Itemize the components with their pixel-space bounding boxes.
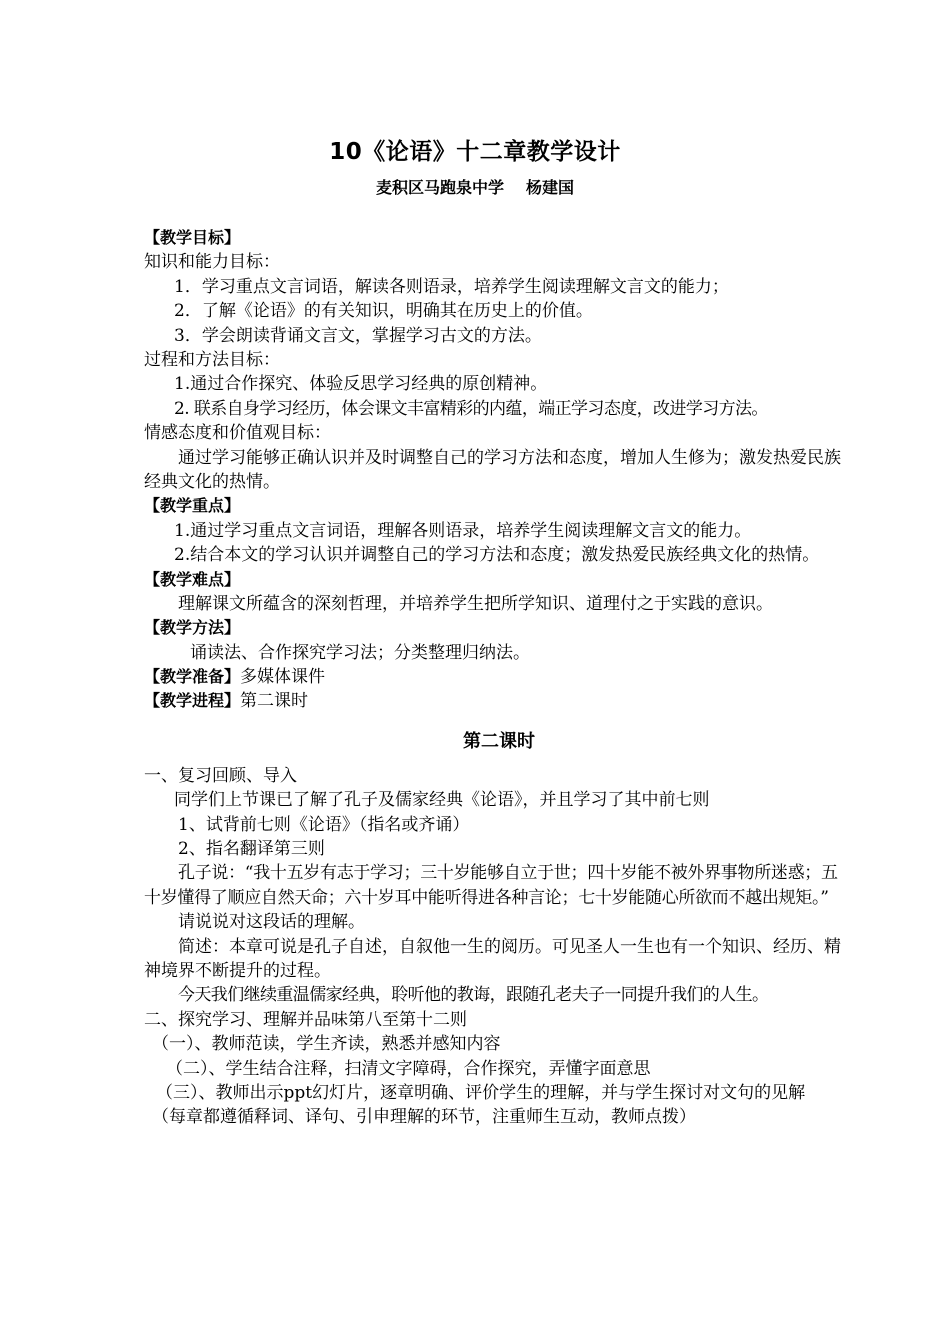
preparation-heading: 【教学准备】 bbox=[144, 667, 241, 687]
difficulty-heading: 【教学难点】 bbox=[144, 569, 241, 589]
preparation-text: 多媒体课件 bbox=[240, 667, 326, 688]
part1-title: 一、复习回顾、导入 bbox=[144, 765, 297, 786]
document-title: 10《论语》十二章教学设计 bbox=[329, 139, 621, 165]
school-name: 麦积区马跑泉中学 bbox=[375, 178, 504, 197]
key-points-heading: 【教学重点】 bbox=[144, 496, 241, 516]
note-text: （每章都遵循释词、译句、引申理解的环节，注重师生互动，教师点拨） bbox=[152, 1107, 696, 1128]
process-label: 过程和方法目标： bbox=[144, 349, 280, 370]
today-text: 今天我们继续重温儒家经典，聆听他的教诲，跟随孔老夫子一同提升我们的人生。 bbox=[178, 985, 769, 1006]
goals-heading: 【教学目标】 bbox=[144, 228, 241, 247]
sub-step-3: （三）、教师出示ppt幻灯片，逐章明确、评价学生的理解，并与学生探讨对文句的见解 bbox=[156, 1083, 806, 1103]
intro-text: 同学们上节课已了解了孔子及儒家经典《论语》，并且学习了其中前七则 bbox=[174, 790, 710, 811]
method-text: 诵读法、合作探究学习法；分类整理归纳法。 bbox=[190, 642, 530, 663]
knowledge-item: 2．了解《论语》的有关知识，明确其在历史上的价值。 bbox=[174, 301, 593, 322]
part2-title: 二、探究学习、理解并品味第八至第十二则 bbox=[144, 1009, 467, 1030]
key-point-item: 1.通过学习重点文言词语，理解各则语录，培养学生阅读理解文言文的能力。 bbox=[174, 520, 752, 541]
sub-step-1: （一）、教师范读，学生齐读，熟悉并感知内容 bbox=[152, 1034, 501, 1055]
sub-step-2: （二）、学生结合注释，扫清文字障碍，合作探究，弄懂字面意思 bbox=[166, 1058, 651, 1079]
step-2: 2、指名翻译第三则 bbox=[178, 839, 325, 860]
knowledge-label: 知识和能力目标： bbox=[144, 252, 280, 273]
knowledge-item: 3．学会朗读背诵文言文，掌握学习古文的方法。 bbox=[174, 325, 542, 346]
lesson-title: 第二课时 bbox=[463, 730, 535, 752]
author-name: 杨建国 bbox=[526, 178, 575, 197]
preparation-row bbox=[144, 665, 854, 689]
summary-text: 简述：本章可说是孔子自述，自叙他一生的阅历。可见圣人一生也有一个知识、经历、精神境界不断提升的过程。 bbox=[144, 936, 841, 982]
difficulty-text: 理解课文所蕴含的深刻哲理，并培养学生把所学知识、道理付之于实践的意识。 bbox=[178, 593, 773, 614]
process-item: 2. 联系自身学习经历，体会课文丰富精彩的内蕴，端正学习态度，改进学习方法。 bbox=[174, 398, 768, 419]
emotion-text: 通过学习能够正确认识并及时调整自己的学习方法和态度，增加人生修为；激发热爱民族经典文化的热情。 bbox=[144, 447, 841, 492]
progress-row bbox=[144, 689, 854, 713]
document-body bbox=[144, 226, 854, 1130]
quote-text: 孔子说：“我十五岁有志于学习；三十岁能够自立于世；四十岁能不被外界事物所迷惑；五十岁懂得了顺应自然天命；六十岁耳中能听得进各种言论；七十岁能随心所欲而不越出规矩。” bbox=[144, 863, 838, 908]
ask-text: 请说说对这段话的理解。 bbox=[178, 912, 365, 933]
progress-text: 第二课时 bbox=[240, 691, 309, 712]
step-1: 1、试背前七则《论语》（指名或齐诵） bbox=[178, 814, 470, 835]
key-point-item: 2.结合本文的学习认识并调整自己的学习方法和态度；激发热爱民族经典文化的热情。 bbox=[174, 545, 820, 566]
document-byline bbox=[0, 175, 950, 198]
process-item: 1.通过合作探究、体验反思学习经典的原创精神。 bbox=[174, 374, 548, 395]
emotion-label: 情感态度和价值观目标： bbox=[144, 423, 331, 444]
knowledge-item: 1．学习重点文言词语，解读各则语录，培养学生阅读理解文言文的能力； bbox=[174, 276, 729, 297]
progress-heading: 【教学进程】 bbox=[144, 691, 241, 711]
method-heading: 【教学方法】 bbox=[144, 618, 241, 638]
